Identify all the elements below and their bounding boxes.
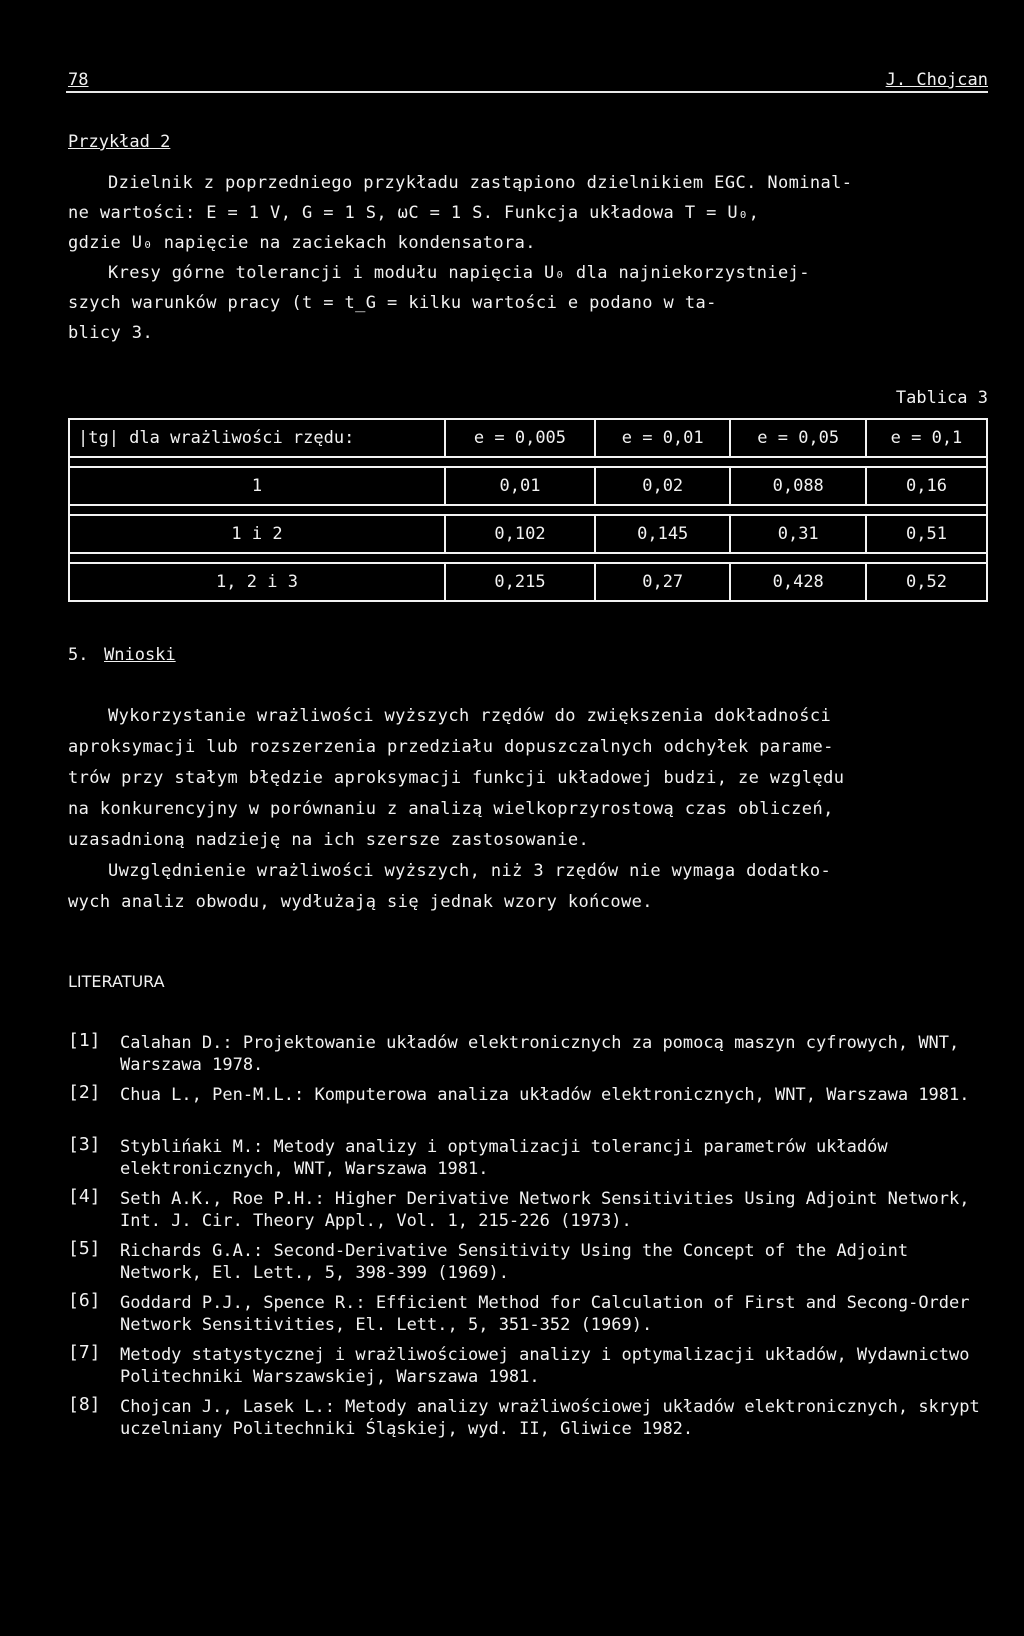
ref-text: Styblińaki M.: Metody analizy i optymalizacji tolerancji parametrów układów elektronicznych, WNT, Warszawa 1981. <box>120 1137 888 1179</box>
table-col-header: e = 0,05 <box>730 419 866 457</box>
table-cell: 0,02 <box>595 467 731 505</box>
table-cell: 0,31 <box>730 515 866 553</box>
ref-number: [2] <box>68 1082 101 1103</box>
example-line-4: Kresy górne tolerancji i modułu napięcia U₀ dla najniekorzystniej- <box>108 263 810 283</box>
table-cell: 0,51 <box>866 515 987 553</box>
example-line-1: Dzielnik z poprzedniego przykładu zastąpiono dzielnikiem EGC. Nominal- <box>108 173 853 193</box>
table-caption: Tablica 3 <box>895 388 988 408</box>
table-cell: 0,145 <box>595 515 731 553</box>
literature-heading: LITERATURA <box>68 972 165 991</box>
table-header-label: |tg| dla wrażliwości rzędu: <box>69 419 445 457</box>
ref-text: Goddard P.J., Spence R.: Efficient Method for Calculation of First and Secong-Order Network Sensitivities, El. Lett., 5, 351-352 (1969). <box>120 1293 970 1335</box>
table-row-label: 1, 2 i 3 <box>69 563 445 601</box>
ref-text: Calahan D.: Projektowanie układów elektronicznych za pomocą maszyn cyfrowych, WNT, Warszawa 1978. <box>120 1033 960 1075</box>
table-cell: 0,52 <box>866 563 987 601</box>
table-cell: 0,27 <box>595 563 731 601</box>
conclusions-heading-number: 5. <box>68 645 89 665</box>
header-rule <box>66 91 988 93</box>
conclusions-heading: Wnioski <box>104 645 176 665</box>
ref-number: [1] <box>68 1030 101 1051</box>
ref-number: [3] <box>68 1134 101 1155</box>
table-row-label: 1 i 2 <box>69 515 445 553</box>
example-line-6: blicy 3. <box>68 323 154 343</box>
conclusions-line-6: Uwzględnienie wrażliwości wyższych, niż 3 rzędów nie wymaga dodatko- <box>108 861 832 881</box>
table-row <box>69 515 987 553</box>
conclusions-line-2: aproksymacji lub rozszerzenia przedziału dopuszczalnych odchyłek parame- <box>68 737 834 757</box>
ref-text: Chojcan J., Lasek L.: Metody analizy wrażliwościowej układów elektronicznych, skrypt uczelniany Politechniki Śląskiej, wyd. II, Gliwice 1982. <box>120 1397 980 1439</box>
conclusions-line-1: Wykorzystanie wrażliwości wyższych rzędów do zwiększenia dokładności <box>108 706 832 726</box>
ref-number: [5] <box>68 1238 101 1259</box>
table-cell: 0,088 <box>730 467 866 505</box>
example-line-3: gdzie U₀ napięcie na zaciekach kondensatora. <box>68 233 536 253</box>
conclusions-line-5: uzasadnioną nadzieję na ich szersze zastosowanie. <box>68 830 590 850</box>
ref-number: [8] <box>68 1394 101 1415</box>
page-number: 78 <box>68 70 89 90</box>
ref-text: Seth A.K., Roe P.H.: Higher Derivative Network Sensitivities Using Adjoint Network, Int. J. Cir. Theory Appl., Vol. 1, 215-226 (1973). <box>120 1189 970 1231</box>
table-row <box>69 467 987 505</box>
table-row-label: 1 <box>69 467 445 505</box>
table-cell: 0,01 <box>445 467 595 505</box>
ref-number: [7] <box>68 1342 101 1363</box>
ref-text: Richards G.A.: Second-Derivative Sensitivity Using the Concept of the Adjoint Network, El. Lett., 5, 398-399 (1969). <box>120 1241 909 1283</box>
ref-number: [6] <box>68 1290 101 1311</box>
ref-text: Chua L., Pen-M.L.: Komputerowa analiza układów elektronicznych, WNT, Warszawa 1981. <box>120 1085 970 1105</box>
table-cell: 0,102 <box>445 515 595 553</box>
ref-number: [4] <box>68 1186 101 1207</box>
table-col-header: e = 0,1 <box>866 419 987 457</box>
table-col-header: e = 0,005 <box>445 419 595 457</box>
example-line-2: ne wartości: E = 1 V, G = 1 S, ωC = 1 S. Funkcja układowa T = U₀, <box>68 203 760 223</box>
table-cell: 0,428 <box>730 563 866 601</box>
conclusions-line-4: na konkurencyjny w porównaniu z analizą wielkoprzyrostową czas obliczeń, <box>68 799 834 819</box>
table-cell: 0,215 <box>445 563 595 601</box>
table-row <box>69 563 987 601</box>
table-cell: 0,16 <box>866 467 987 505</box>
conclusions-line-7: wych analiz obwodu, wydłużają się jednak wzory końcowe. <box>68 892 653 912</box>
example-line-5: szych warunków pracy (t = t_G = kilku wartości e podano w ta- <box>68 293 717 313</box>
ref-text: Metody statystycznej i wrażliwościowej analizy i optymalizacji układów, Wydawnictwo Politechniki Warszawskiej, Warszawa 1981. <box>120 1345 970 1387</box>
running-author: J. Chojcan <box>885 70 988 90</box>
sensitivity-table <box>68 418 988 602</box>
example-heading: Przykład 2 <box>68 132 171 152</box>
conclusions-line-3: trów przy stałym błędzie aproksymacji funkcji układowej budzi, ze względu <box>68 768 845 788</box>
table-col-header: e = 0,01 <box>595 419 731 457</box>
table-header-row <box>69 419 987 457</box>
